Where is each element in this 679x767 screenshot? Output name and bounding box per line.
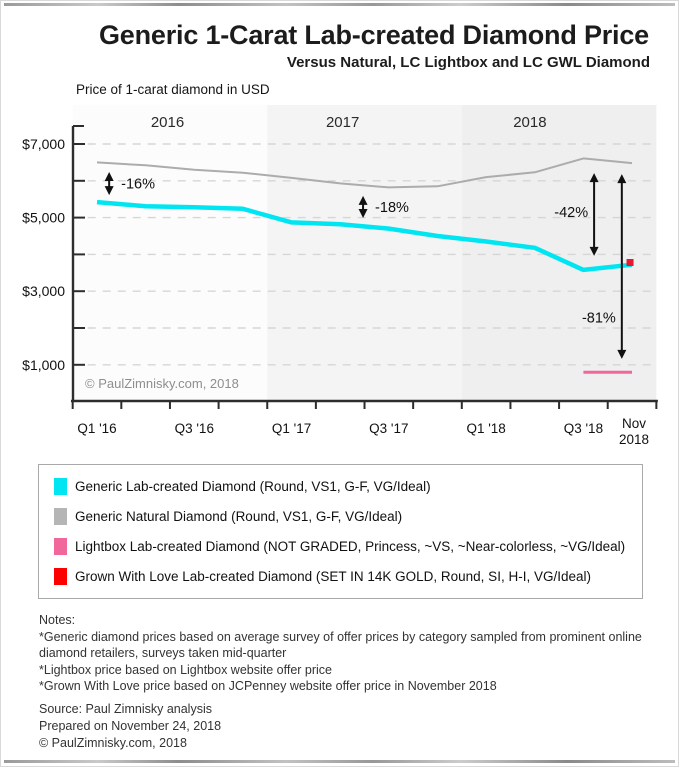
bottom-decor-rule <box>4 760 675 763</box>
x-tick-label-Nov: Nov 2018 <box>619 416 650 447</box>
legend-swatch-icon <box>54 538 67 555</box>
year-label-2017: 2017 <box>325 114 360 131</box>
series-marker-grown-with-love <box>627 259 634 266</box>
notes-block <box>39 612 645 695</box>
note-line: *Generic diamond prices based on average survey of offer prices by category sampled from prominent online diamond retailers, surveys taken mid-quarter <box>39 629 642 660</box>
legend-item <box>39 478 642 495</box>
prepared-line: Prepared on November 24, 2018 <box>39 719 222 733</box>
x-tick-label-Q3 '18: Q3 '18 <box>563 421 604 436</box>
y-tick-label-5000: $5,000 <box>22 209 65 226</box>
annotation-label--42%: -42% <box>554 205 589 222</box>
note-line: *Grown With Love price based on JCPenney website offer price in November 2018 <box>39 679 497 693</box>
legend-item <box>39 508 642 525</box>
year-label-2016: 2016 <box>150 114 185 131</box>
legend-item-label: Generic Natural Diamond (Round, VS1, G-F, VG/Ideal) <box>75 509 403 524</box>
notes-lines <box>39 629 645 695</box>
page-subtitle: Versus Natural, LC Lightbox and LC GWL Diamond <box>286 54 650 71</box>
chart-watermark: © PaulZimnisky.com, 2018 <box>85 376 239 391</box>
legend-swatch-icon <box>54 508 67 525</box>
year-band-2018 <box>462 105 657 401</box>
y-tick-label-3000: $3,000 <box>22 283 65 300</box>
note-line: *Lightbox price based on Lightbox website offer price <box>39 662 333 677</box>
x-tick-label-Q1 '18: Q1 '18 <box>466 421 506 436</box>
source-line: Source: Paul Zimnisky analysis <box>39 702 212 716</box>
annotation-label--18%: -18% <box>375 199 409 216</box>
legend-item <box>39 538 642 555</box>
legend-item-label: Lightbox Lab-created Diamond (NOT GRADED, Princess, ~VS, ~Near-colorless, ~VG/Ideal) <box>75 539 626 554</box>
legend-swatch-icon <box>54 478 67 495</box>
y-tick-label-7000: $7,000 <box>22 136 65 152</box>
annotation-label--16%: -16% <box>121 176 156 193</box>
year-band-2017 <box>267 105 462 401</box>
x-tick-label-Q1 '17: Q1 '17 <box>271 421 312 436</box>
legend-item-label: Generic Lab-created Diamond (Round, VS1, G-F, VG/Ideal) <box>75 479 431 494</box>
notes-heading: Notes: <box>39 613 76 627</box>
year-band-2016 <box>73 105 268 401</box>
copyright-line: © PaulZimnisky.com, 2018 <box>39 736 187 750</box>
year-label-2018: 2018 <box>513 114 547 131</box>
legend-item-label: Grown With Love Lab-created Diamond (SET IN 14K GOLD, Round, SI, H-I, VG/Ideal) <box>75 569 591 584</box>
y-tick-label-1000: $1,000 <box>22 356 65 373</box>
page-title: Generic 1-Carat Lab-created Diamond Price <box>99 20 649 50</box>
source-block <box>39 701 645 752</box>
legend-item <box>39 568 642 585</box>
x-tick-label-Q3 '17: Q3 '17 <box>369 421 409 436</box>
x-tick-label-Q1 '16: Q1 '16 <box>77 421 117 436</box>
price-chart <box>1 1 679 461</box>
y-axis-title: Price of 1-carat diamond in USD <box>76 82 270 97</box>
legend-swatch-icon <box>54 568 67 585</box>
x-tick-label-Q3 '16: Q3 '16 <box>174 421 214 436</box>
annotation-label--81%: -81% <box>581 310 616 327</box>
legend <box>38 464 643 599</box>
